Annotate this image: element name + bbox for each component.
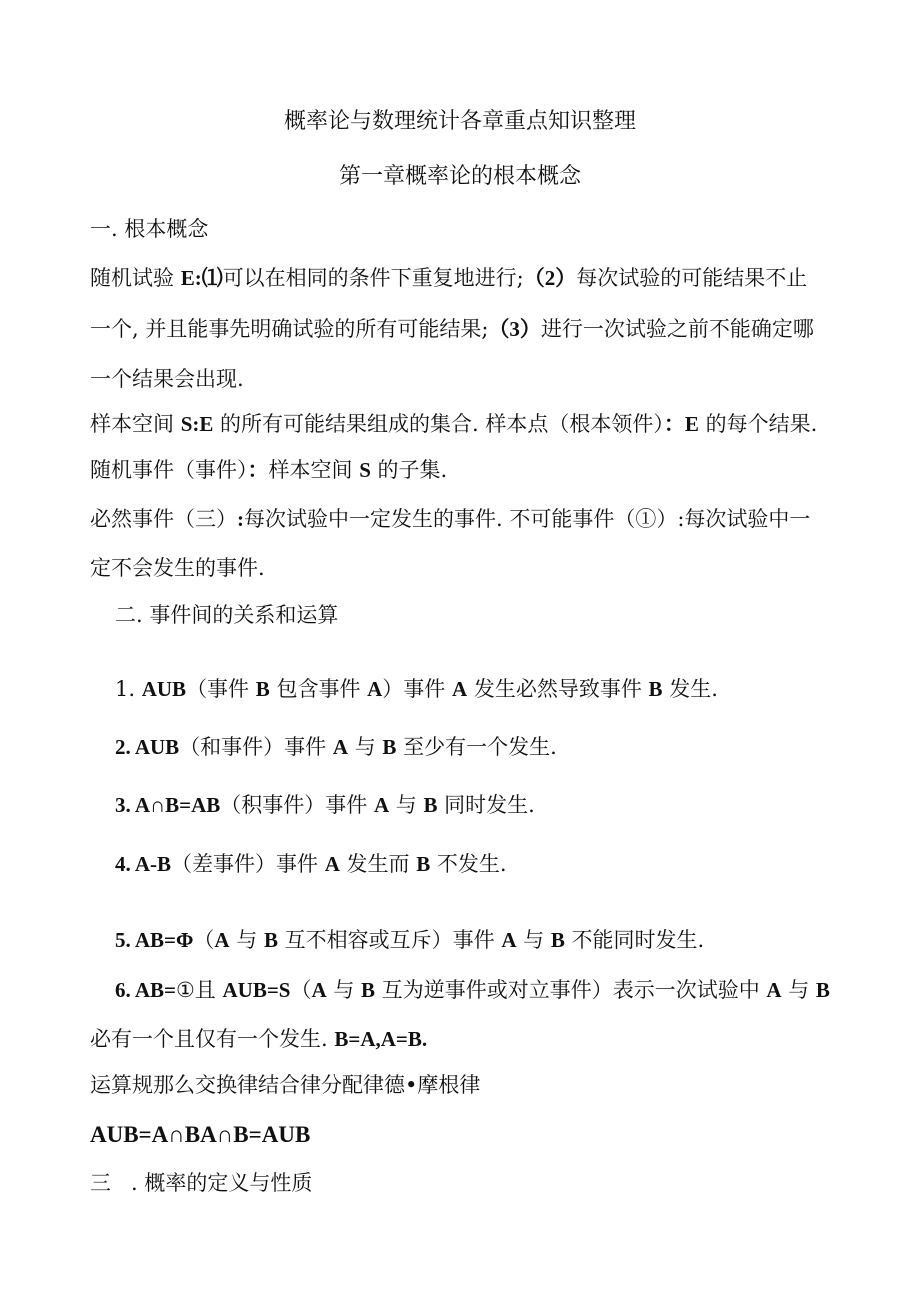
text: （ (290, 978, 312, 1002)
random-trial-line-2 (90, 315, 814, 343)
relation-item-3 (115, 791, 535, 819)
relation-item-1 (115, 675, 718, 703)
sample-space-line (90, 410, 817, 438)
symbol: ： (247, 458, 269, 482)
symbol: A (311, 978, 327, 1002)
chapter-title: 第一章概率论的根本概念 (338, 164, 581, 189)
symbol: B (382, 735, 397, 759)
symbol: B (648, 677, 663, 701)
symbol: ：E (663, 412, 699, 436)
symbol: B (361, 978, 376, 1002)
text: 样本空间 (90, 412, 181, 436)
text: ）事件 (382, 677, 452, 701)
random-event-line (90, 456, 447, 484)
text: 与 (229, 928, 264, 952)
symbol: S:E (180, 412, 214, 436)
text: 互为逆事件或对立事件）表示一次试验中 (375, 978, 767, 1002)
text: 一个, 并且能事先明确试验的所有可能结果; (90, 317, 489, 341)
relation-item-5 (115, 926, 704, 954)
symbol: （3） (488, 317, 541, 341)
certain-event-line-2: 定不会发生的事件. (90, 556, 265, 580)
relation-item-4 (115, 850, 507, 878)
symbol: A (367, 677, 383, 701)
text: 随机试验 (90, 266, 181, 290)
symbol: B (423, 793, 438, 817)
text: 样本空间 (268, 458, 360, 482)
text: ①且 (175, 978, 223, 1002)
text: 与 (326, 978, 362, 1002)
symbol: AUB (134, 735, 180, 759)
symbol: AUB (141, 677, 187, 701)
text: 的每个结果. (698, 412, 818, 436)
symbol: B (815, 978, 830, 1002)
text: 的所有可能结果组成的集合. 样本点（根本领件） (213, 412, 664, 436)
de-morgan-formula: AUB=A∩BA∩B=AUB (90, 1122, 311, 1147)
text: 同时发生. (437, 793, 535, 817)
random-trial-line-3: 一个结果会出现. (90, 367, 244, 391)
section-3-heading: 三 . 概率的定义与性质 (90, 1171, 313, 1195)
section-1-heading: 一. 根本概念 (90, 217, 209, 241)
item-number: 6. (115, 978, 135, 1002)
text: 发生而 (339, 852, 417, 876)
symbol: : (237, 507, 244, 531)
text: 互不相容或互斥）事件 (277, 928, 502, 952)
text: （和事件）事件 (179, 735, 333, 759)
text: 进行一次试验之前不能确定哪 (540, 317, 814, 341)
item-number: 3. (115, 793, 135, 817)
text: 的子集. (370, 458, 448, 482)
symbol: B=A,A=B. (334, 1027, 428, 1051)
symbol: A (501, 928, 517, 952)
text: （差事件）事件 (171, 852, 325, 876)
text: （事件 (186, 677, 256, 701)
symbol: E:⑴ (180, 266, 223, 290)
symbol: AUB=S (222, 978, 291, 1002)
item-number: 2. (115, 735, 135, 759)
relation-item-6-continued (90, 1025, 427, 1053)
symbol: A (451, 677, 468, 701)
text: （积事件）事件 (220, 793, 374, 817)
text: 发生必然导致事件 (467, 677, 649, 701)
symbol: B (550, 928, 565, 952)
text: 与 (389, 793, 424, 817)
symbol: B (255, 677, 270, 701)
relation-item-6 (115, 976, 830, 1004)
symbol: A (324, 852, 340, 876)
item-number: 5. (115, 928, 135, 952)
text: 与 (348, 735, 383, 759)
text: （ (193, 928, 215, 952)
symbol: A (766, 978, 782, 1002)
symbol: A (332, 735, 349, 759)
section-2-heading: 二. 事件间的关系和运算 (115, 603, 339, 627)
text: 包含事件 (269, 677, 368, 701)
text: 必然事件（三） (90, 507, 237, 531)
text: 每次试验中一定发生的事件. 不可能事件（①）:每次试验中一 (244, 507, 811, 531)
relation-item-2 (115, 733, 557, 761)
symbol: AB=Φ (134, 928, 194, 952)
text: 与 (516, 928, 551, 952)
item-number: 4. (115, 852, 135, 876)
text: 至少有一个发生. (396, 735, 557, 759)
symbol: A-B (134, 852, 172, 876)
text: 与 (781, 978, 816, 1002)
random-trial-line-1 (90, 264, 807, 292)
text: 不发生. (430, 852, 507, 876)
item-number: 1. (115, 677, 142, 701)
text: 不能同时发生. (564, 928, 705, 952)
symbol: A∩B=AB (134, 793, 221, 817)
document-title: 概率论与数理统计各章重点知识整理 (283, 109, 636, 134)
text: 随机事件（事件） (90, 458, 248, 482)
text: 可以在相同的条件下重复地进行; (222, 266, 524, 290)
symbol: B (416, 852, 431, 876)
symbol: AB= (134, 978, 176, 1002)
symbol: B (263, 928, 278, 952)
symbol: （2） (523, 266, 577, 290)
text: 发生. (662, 677, 718, 701)
text: 必有一个且仅有一个发生. (90, 1027, 335, 1051)
symbol: A (373, 793, 390, 817)
operation-rules-line: 运算规那么交换律结合律分配律德•摩根律 (90, 1073, 481, 1097)
symbol: S (359, 458, 371, 482)
certain-event-line-1 (90, 505, 810, 533)
symbol: A (214, 928, 230, 952)
text: 每次试验的可能结果不止 (576, 266, 808, 290)
